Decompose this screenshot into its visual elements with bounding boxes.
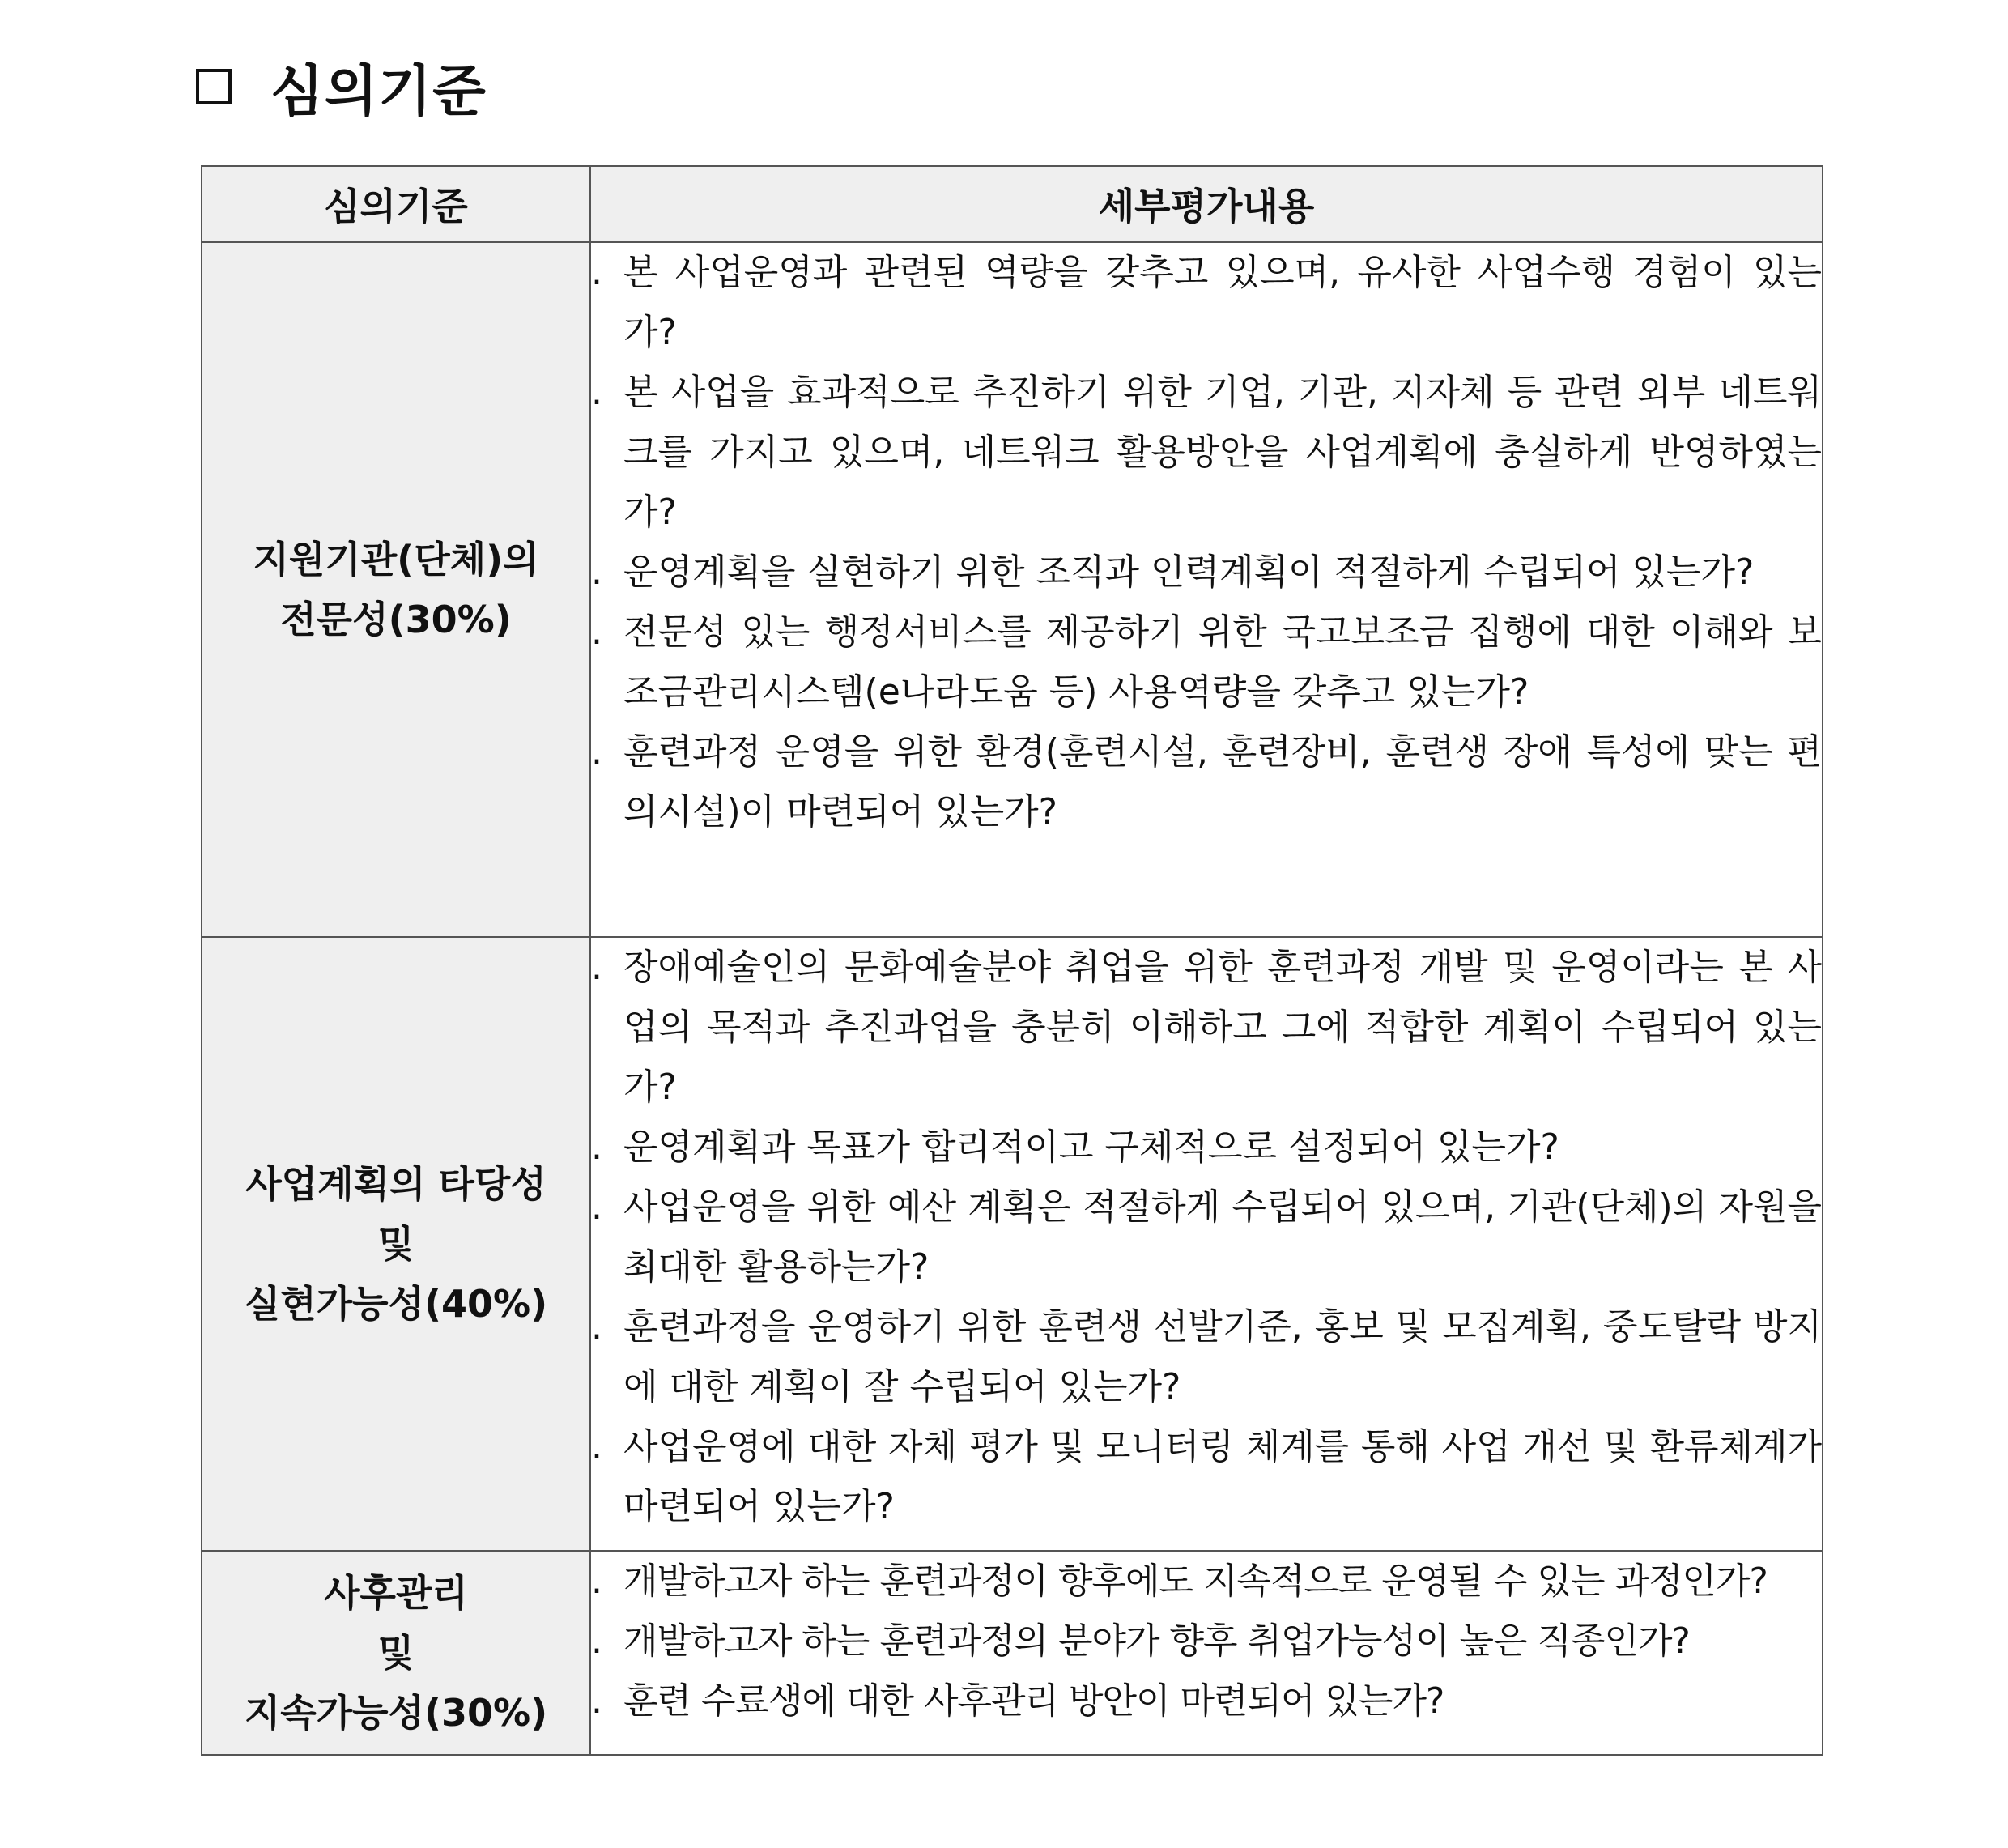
table-row — [202, 242, 1823, 937]
column-header-criterion: 심의기준 — [202, 166, 590, 242]
criterion-cell — [202, 242, 590, 937]
bullet-dot-icon: . — [591, 731, 602, 773]
criterion-line: 사후관리 — [324, 1571, 468, 1615]
list-item-text: 운영계획과 목표가 합리적이고 구체적으로 설정되어 있는가? — [623, 1126, 1559, 1168]
criterion-line: 지원기관(단체)의 — [253, 538, 539, 581]
details-cell — [590, 937, 1823, 1551]
bullet-dot-icon: . — [591, 947, 602, 988]
bullet-dot-icon: . — [591, 1426, 602, 1467]
list-item-text: 훈련과정 운영을 위한 환경(훈련시설, 훈련장비, 훈련생 장애 특성에 맞는 편의시설)이 마련되어 있는가? — [623, 731, 1822, 832]
details-cell — [590, 1551, 1823, 1755]
list-item-text: 훈련과정을 운영하기 위한 훈련생 선발기준, 홍보 및 모집계획, 중도탈락 방지에 대한 계획이 잘 수립되어 있는가? — [623, 1306, 1822, 1407]
list-item — [591, 543, 1822, 603]
criteria-table — [201, 165, 1823, 1756]
bullet-dot-icon: . — [591, 1126, 602, 1168]
bullet-dot-icon: . — [591, 1186, 602, 1228]
list-item-text: 운영계획을 실현하기 위한 조직과 인력계획이 적절하게 수립되어 있는가? — [623, 551, 1755, 593]
detail-list — [591, 1552, 1822, 1731]
page-heading — [196, 42, 487, 131]
list-item-text: 훈련 수료생에 대한 사후관리 방안이 마련되어 있는가? — [623, 1680, 1444, 1722]
list-item — [591, 938, 1822, 1118]
criterion-line: 지속가능성(30%) — [244, 1691, 548, 1735]
table-header-row — [202, 166, 1823, 242]
criterion-line: 및 — [377, 1222, 415, 1266]
bullet-dot-icon: . — [591, 252, 602, 293]
criterion-line: 및 — [377, 1631, 415, 1675]
list-item — [591, 603, 1822, 722]
list-item — [591, 1671, 1822, 1731]
detail-list — [591, 938, 1822, 1537]
criterion-line: 사업계획의 타당성 — [245, 1162, 547, 1206]
criterion-cell — [202, 1551, 590, 1755]
list-item-text: 개발하고자 하는 훈련과정의 분야가 향후 취업가능성이 높은 직종인가? — [623, 1620, 1690, 1662]
list-item — [591, 722, 1822, 842]
list-item — [591, 1297, 1822, 1417]
bullet-dot-icon: . — [591, 551, 602, 593]
detail-list — [591, 243, 1822, 842]
bullet-dot-icon: . — [591, 372, 602, 413]
list-item-text: 사업운영을 위한 예산 계획은 적절하게 수립되어 있으며, 기관(단체)의 자원을 최대한 활용하는가? — [623, 1186, 1822, 1288]
column-header-details: 세부평가내용 — [590, 166, 1823, 242]
bullet-dot-icon: . — [591, 611, 602, 653]
table-row — [202, 937, 1823, 1551]
list-item — [591, 1118, 1822, 1177]
bullet-dot-icon: . — [591, 1620, 602, 1662]
table-row — [202, 1551, 1823, 1755]
list-item — [591, 243, 1822, 363]
list-item-text: 전문성 있는 행정서비스를 제공하기 위한 국고보조금 집행에 대한 이해와 보조금관리시스템(e나라도움 등) 사용역량을 갖추고 있는가? — [623, 611, 1822, 713]
list-item — [591, 1177, 1822, 1297]
list-item — [591, 363, 1822, 543]
criterion-line: 전문성(30%) — [280, 598, 512, 641]
page-title: 심의기준 — [270, 59, 487, 124]
bullet-dot-icon: . — [591, 1306, 602, 1348]
bullet-dot-icon: . — [591, 1561, 602, 1602]
list-item-text: 사업운영에 대한 자체 평가 및 모니터링 체계를 통해 사업 개선 및 환류체계가 마련되어 있는가? — [623, 1426, 1822, 1527]
bullet-dot-icon: . — [591, 1680, 602, 1722]
list-item-text: 개발하고자 하는 훈련과정이 향후에도 지속적으로 운영될 수 있는 과정인가? — [623, 1561, 1768, 1602]
checkbox-square-icon — [196, 69, 232, 104]
criterion-cell — [202, 937, 590, 1551]
list-item-text: 본 사업운영과 관련된 역량을 갖추고 있으며, 유사한 사업수행 경험이 있는가? — [623, 252, 1822, 353]
list-item-text: 장애예술인의 문화예술분야 취업을 위한 훈련과정 개발 및 운영이라는 본 사업의 목적과 추진과업을 충분히 이해하고 그에 적합한 계획이 수립되어 있는가? — [623, 947, 1822, 1108]
list-item — [591, 1612, 1822, 1671]
details-cell — [590, 242, 1823, 937]
list-item — [591, 1417, 1822, 1537]
list-item — [591, 1552, 1822, 1612]
criterion-line: 실현가능성(40%) — [244, 1282, 548, 1326]
list-item-text: 본 사업을 효과적으로 추진하기 위한 기업, 기관, 지자체 등 관련 외부 네트워크를 가지고 있으며, 네트워크 활용방안을 사업계획에 충실하게 반영하였는가? — [623, 372, 1822, 533]
